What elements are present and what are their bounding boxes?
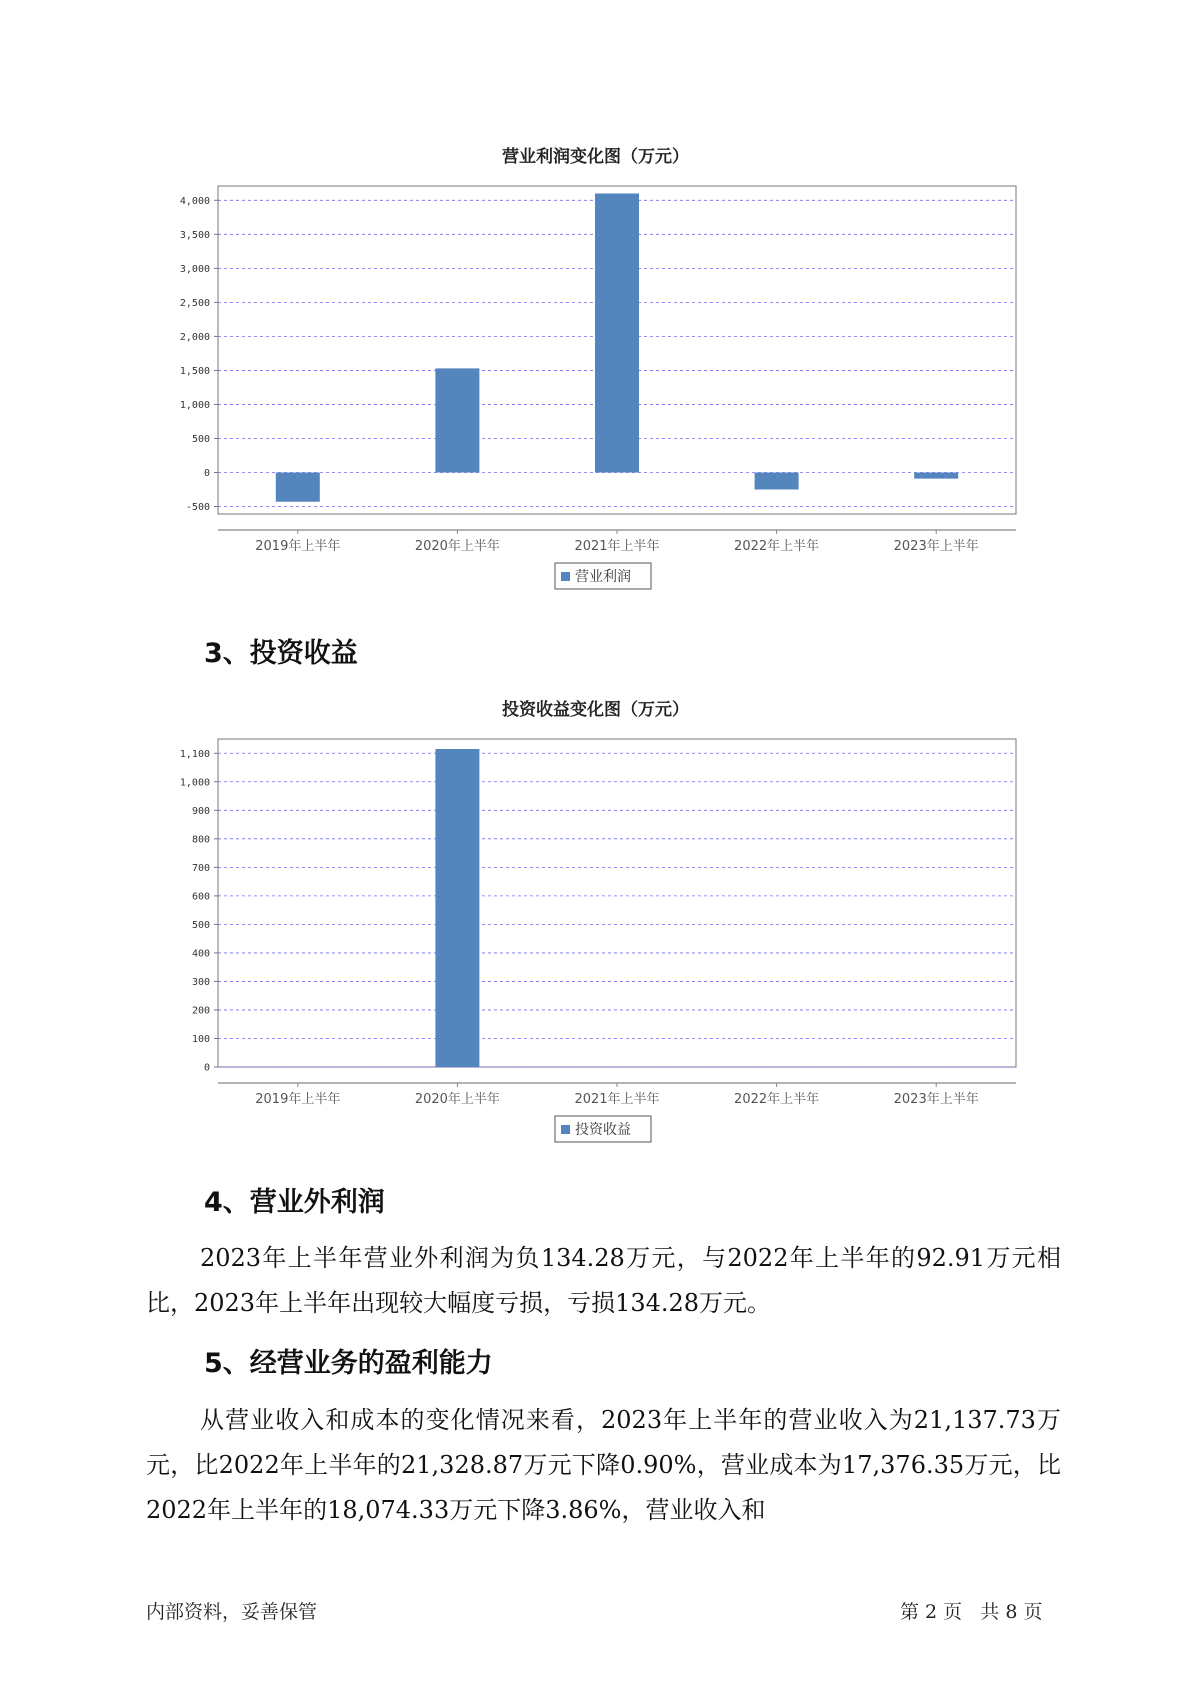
x-category-label: 2020年上半年 [414,1092,500,1107]
bar-4 [914,472,958,478]
bar-3 [755,472,799,489]
section-4-paragraph: 2023年上半年营业外利润为负134.28万元，与2022年上半年的92.91万元相比，2023年上半年出现较大幅度亏损，亏损134.28万元。 [146,1244,1061,1317]
legend [555,563,651,589]
footer-page-number: 第 2 页 共 8 页 [900,1601,1043,1623]
x-category-label: 2021年上半年 [574,539,660,554]
legend-label: 投资收益 [575,1122,631,1138]
y-tick-label: 3,000 [179,263,210,275]
x-category-label: 2022年上半年 [734,539,820,554]
x-category-label: 2022年上半年 [734,1092,820,1107]
y-tick-label: 3,500 [179,229,210,241]
plot-area [218,739,1016,1067]
y-tick-label: 500 [191,433,210,445]
legend [555,1116,651,1142]
investment-income-chart [0,731,1191,1141]
section-5-paragraph: 从营业收入和成本的变化情况来看，2023年上半年的营业收入为21,137.73万元，比2022年上半年的21,328.87万元下降0.90%，营业成本为17,376.35万元，比2022年上半年的18,074.33万元下降3.86%，营业收入和 [146,1406,1061,1524]
y-tick-label: 1,100 [179,748,210,760]
legend-label: 营业利润 [575,569,631,585]
y-tick-label: 1,000 [179,399,210,411]
x-category-label: 2019年上半年 [255,1092,341,1107]
y-tick-label: 1,500 [179,365,210,377]
y-tick-label: 500 [191,919,210,931]
y-tick-label: 600 [191,891,210,903]
footer-confidential-note: 内部资料，妥善保管 [146,1601,318,1623]
y-tick-label: 2,500 [179,297,210,309]
y-tick-label: 800 [191,834,210,846]
y-tick-label: 1,000 [179,777,210,789]
y-tick-label: 4,000 [179,195,210,207]
section-4-heading: 4、营业外利润 [204,1187,385,1218]
x-category-label: 2023年上半年 [893,1092,979,1107]
y-tick-label: 900 [191,805,210,817]
bar-0 [276,472,320,501]
operating-profit-chart [0,178,1191,588]
y-tick-label: 700 [191,862,210,874]
y-tick-label: 0 [203,1062,210,1074]
y-tick-label: 200 [191,1005,210,1017]
y-tick-label: 300 [191,976,210,988]
bar-2 [595,193,639,472]
bar-1 [435,749,479,1067]
x-category-label: 2020年上半年 [414,539,500,554]
legend-swatch [561,572,570,581]
x-category-label: 2023年上半年 [893,539,979,554]
bar-1 [435,368,479,472]
y-tick-label: 400 [191,948,210,960]
y-tick-label: 2,000 [179,331,210,343]
y-tick-label: 0 [203,467,210,479]
section-5-heading: 5、经营业务的盈利能力 [204,1348,493,1379]
y-tick-label: 100 [191,1033,210,1045]
x-category-label: 2021年上半年 [574,1092,660,1107]
y-tick-label: -500 [185,502,210,514]
section-3-heading: 3、投资收益 [204,638,358,669]
profit-chart-title: 营业利润变化图（万元） [502,147,689,167]
investment-chart-title: 投资收益变化图（万元） [502,700,689,720]
x-category-label: 2019年上半年 [255,539,341,554]
legend-swatch [561,1125,570,1134]
